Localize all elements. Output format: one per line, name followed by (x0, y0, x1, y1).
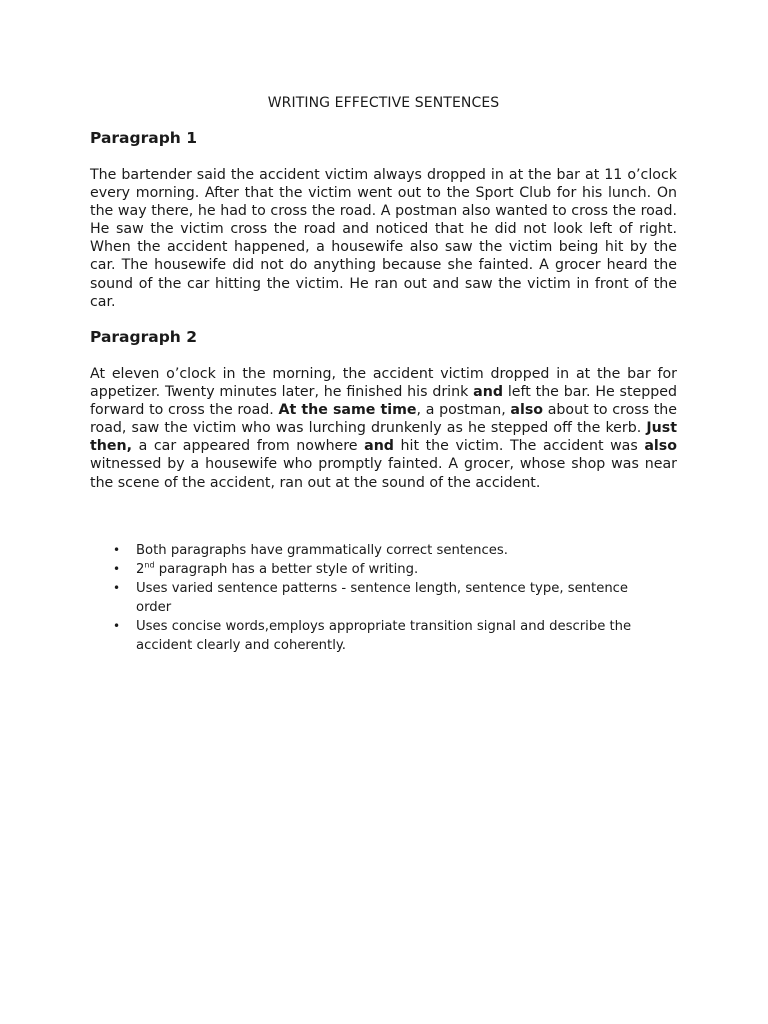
bullet-text: Uses varied sentence patterns - sentence length, sentence type, sentence order (136, 581, 629, 615)
bullet-icon: • (113, 543, 121, 557)
bullet-text-number: 2 (136, 562, 145, 577)
bullet-text: paragraph has a better style of writing. (154, 562, 419, 577)
paragraph-2-segment: a car appeared from nowhere (132, 438, 365, 455)
bullet-text: Uses concise words,employs appropriate transition signal and describe the accident clearly and coherently. (136, 619, 632, 653)
paragraph-1-heading: Paragraph 1 (90, 129, 198, 147)
paragraph-2-segment: At eleven o’clock in the morning, the accident victim dropped in at the bar for appetizer. Twenty minutes later, he finished his drink (90, 366, 677, 401)
bullet-icon: • (113, 562, 121, 576)
paragraph-2-segment: witnessed by a housewife who promptly fainted. A grocer, whose shop was near the scene of the accident, ran out at the sound of the accident. (90, 456, 677, 491)
bullet-item (112, 541, 652, 560)
bullet-icon: • (113, 619, 121, 633)
paragraph-2-text (90, 365, 677, 492)
bullet-icon: • (113, 581, 121, 595)
bullet-text-superscript: nd (144, 560, 155, 570)
document-page (90, 0, 677, 1024)
bullet-text: Both paragraphs have grammatically correct sentences. (136, 543, 508, 558)
document-title: WRITING EFFECTIVE SENTENCES (267, 95, 500, 111)
paragraph-2-bold: Just then, (90, 420, 677, 455)
bullet-item (112, 560, 652, 579)
paragraph-2-bold: and (364, 438, 394, 455)
paragraph-2-bold: also (644, 438, 677, 455)
paragraph-2-bold: At the same time (278, 402, 417, 419)
paragraph-1-text: The bartender said the accident victim always dropped in at the bar at 11 o’clock every morning. After that the victim went out to the Sport Club for his lunch. On the way there, he had to cross the road. A postman also wanted to cross the road. He saw the victim cross the road and noticed that he did not look left of right. When the accident happened, a housewife also saw the victim being hit by the car. The housewife did not do anything because she fainted. A grocer heard the sound of the car hitting the victim. He ran out and saw the victim in front of the car. (90, 167, 677, 310)
paragraph-2-segment: left the bar. He stepped forward to cross the road. (90, 384, 677, 419)
paragraph-2-bold: and (473, 384, 503, 401)
bullet-item (112, 617, 652, 655)
paragraph-2-heading: Paragraph 2 (90, 328, 198, 346)
paragraph-2-bold: also (510, 402, 544, 419)
paragraph-2-segment: about to cross the road, saw the victim who was lurching drunkenly as he stepped off the kerb. (90, 402, 677, 437)
summary-bullet-list (112, 541, 652, 655)
paragraph-2-segment: hit the victim. The accident was (393, 438, 645, 455)
bullet-item (112, 579, 652, 617)
paragraph-2-segment: , a postman, (416, 402, 511, 419)
